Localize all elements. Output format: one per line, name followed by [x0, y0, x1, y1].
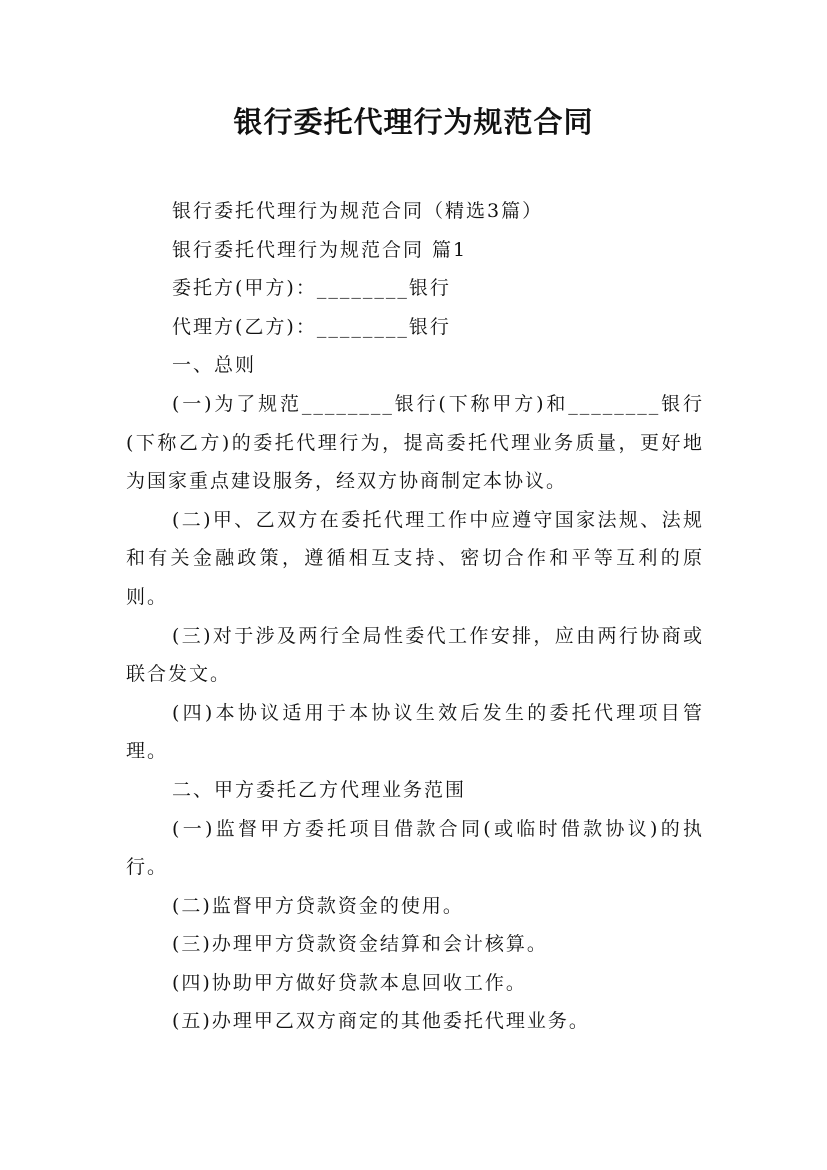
paragraph-subtitle: 银行委托代理行为规范合同（精选3篇）: [172, 200, 544, 222]
paragraph-scope-heading: 二、甲方委托乙方代理业务范围: [172, 778, 467, 801]
paragraph-clause: (二)甲、乙双方在委托代理工作中应遵守国家法规、法规和有关金融政策，遵循相互支持、密切合作和平等互利的原则。: [126, 508, 704, 608]
paragraph-agent-party: 代理方(乙方)：________银行: [172, 315, 451, 338]
paragraph-clause: (四)协助甲方做好贷款本息回收工作。: [172, 971, 527, 994]
paragraph-clause: (四)本协议适用于本协议生效后发生的委托代理项目管理。: [126, 701, 704, 763]
paragraph-clause: (二)监督甲方贷款资金的使用。: [172, 894, 464, 917]
paragraph-clause: (一)为了规范________银行(下称甲方)和________银行(下称乙方)的委托代理行为，提高委托代理业务质量，更好地为国家重点建设服务，经双方协商制定本协议。: [126, 392, 704, 493]
paragraph-section-heading: 银行委托代理行为规范合同 篇1: [172, 238, 468, 261]
paragraph-clause: (五)办理甲乙双方商定的其他委托代理业务。: [172, 1010, 590, 1033]
document-title: 银行委托代理行为规范合同: [233, 105, 594, 139]
paragraph-general-heading: 一、总则: [172, 354, 257, 377]
paragraph-clause: (三)办理甲方贷款资金结算和会计核算。: [172, 933, 548, 956]
paragraph-clause: (一)监督甲方委托项目借款合同(或临时借款协议)的执行。: [126, 817, 704, 879]
paragraph-clause: (三)对于涉及两行全局性委代工作安排，应由两行协商或联合发文。: [126, 624, 704, 686]
paragraph-principal-party: 委托方(甲方)：________银行: [172, 277, 451, 300]
document-body: [126, 192, 704, 1041]
